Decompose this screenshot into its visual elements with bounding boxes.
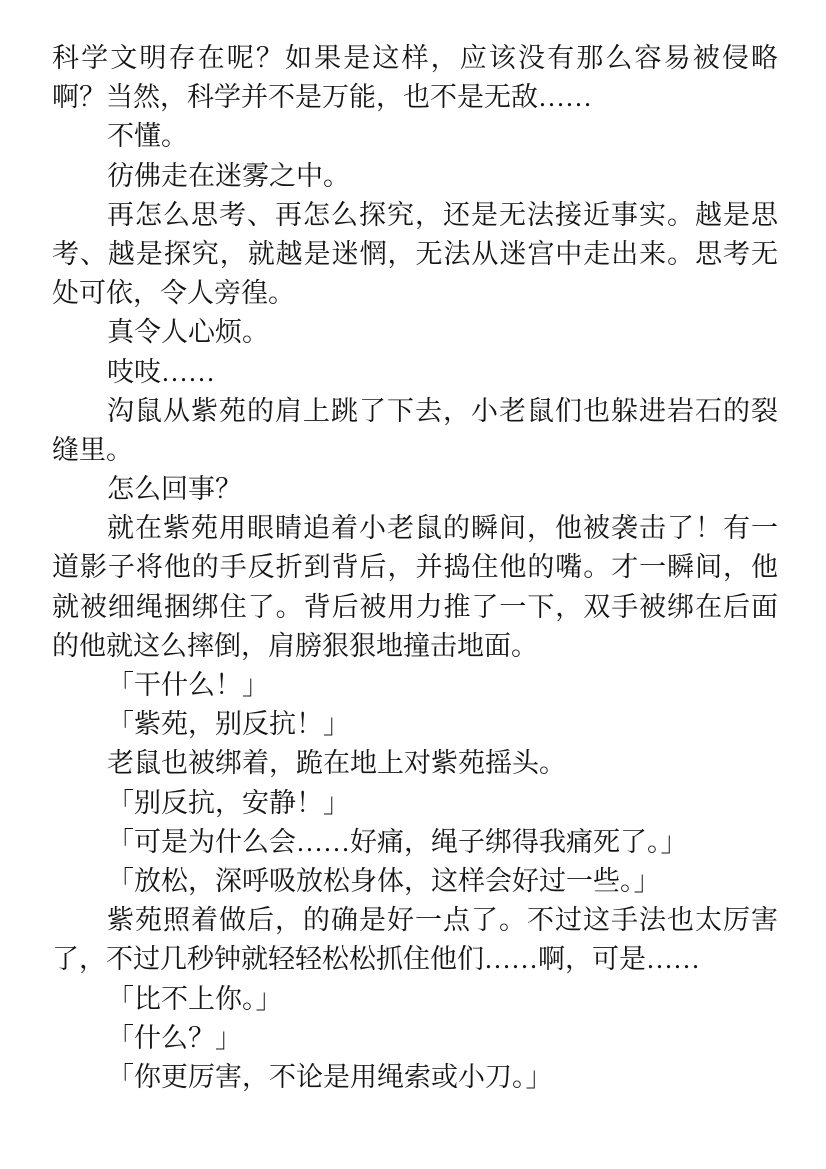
text-line: 道影子将他的手反折到背后，并捣住他的嘴。才一瞬间，他 <box>52 552 778 583</box>
text-line: 再怎么思考、再怎么探究，还是无法接近事实。越是思 <box>107 199 778 230</box>
text-line: 「干什么！」 <box>107 670 269 700</box>
text-line: 了，不过几秒钟就轻轻松松抓住他们……啊，可是…… <box>52 944 700 975</box>
text-line: 不懂。 <box>107 121 188 152</box>
text-line: 老鼠也被绑着，跪在地上对紫苑摇头。 <box>107 748 566 779</box>
text-line: 吱吱…… <box>107 356 215 387</box>
page-text <box>52 39 778 1097</box>
text-line: 「什么？」 <box>107 1022 242 1053</box>
text-line: 处可依，令人旁徨。 <box>52 278 295 309</box>
text-line: 「可是为什么会……好痛，绳子绑得我痛死了。」 <box>107 826 688 857</box>
text-line: 彷佛走在迷雾之中。 <box>107 160 350 191</box>
text-line: 沟鼠从紫苑的肩上跳了下去，小老鼠们也躲进岩石的裂 <box>107 395 778 426</box>
text-line: 「别反抗，安静！」 <box>107 787 350 818</box>
text-line: 真令人心烦。 <box>107 317 269 348</box>
text-line: 考、越是探究，就越是迷惘，无法从迷宫中走出来。思考无 <box>52 238 778 269</box>
text-line: 就在紫苑用眼睛追着小老鼠的瞬间，他被袭击了！有一 <box>107 513 778 544</box>
text-line: 缝里。 <box>52 434 133 465</box>
text-line: 啊？当然，科学并不是万能，也不是无敌…… <box>52 82 592 113</box>
text-line: 「你更厉害，不论是用绳索或小刀。」 <box>107 1061 553 1092</box>
text-line: 「放松，深呼吸放松身体，这样会好过一些。」 <box>107 865 661 896</box>
text-line: 的他就这么摔倒，肩膀狠狠地撞击地面。 <box>52 630 538 661</box>
text-line: 「比不上你。」 <box>107 983 283 1014</box>
text-line: 就被细绳捆绑住了。背后被用力推了一下，双手被绑在后面 <box>52 591 778 622</box>
text-line: 科学文明存在呢？如果是这样，应该没有那么容易被侵略 <box>52 43 778 73</box>
text-line: 紫苑照着做后，的确是好一点了。不过这手法也太厉害 <box>107 905 778 936</box>
text-line: 「紫苑，别反抗！」 <box>107 709 350 740</box>
text-line: 怎么回事？ <box>107 474 242 505</box>
